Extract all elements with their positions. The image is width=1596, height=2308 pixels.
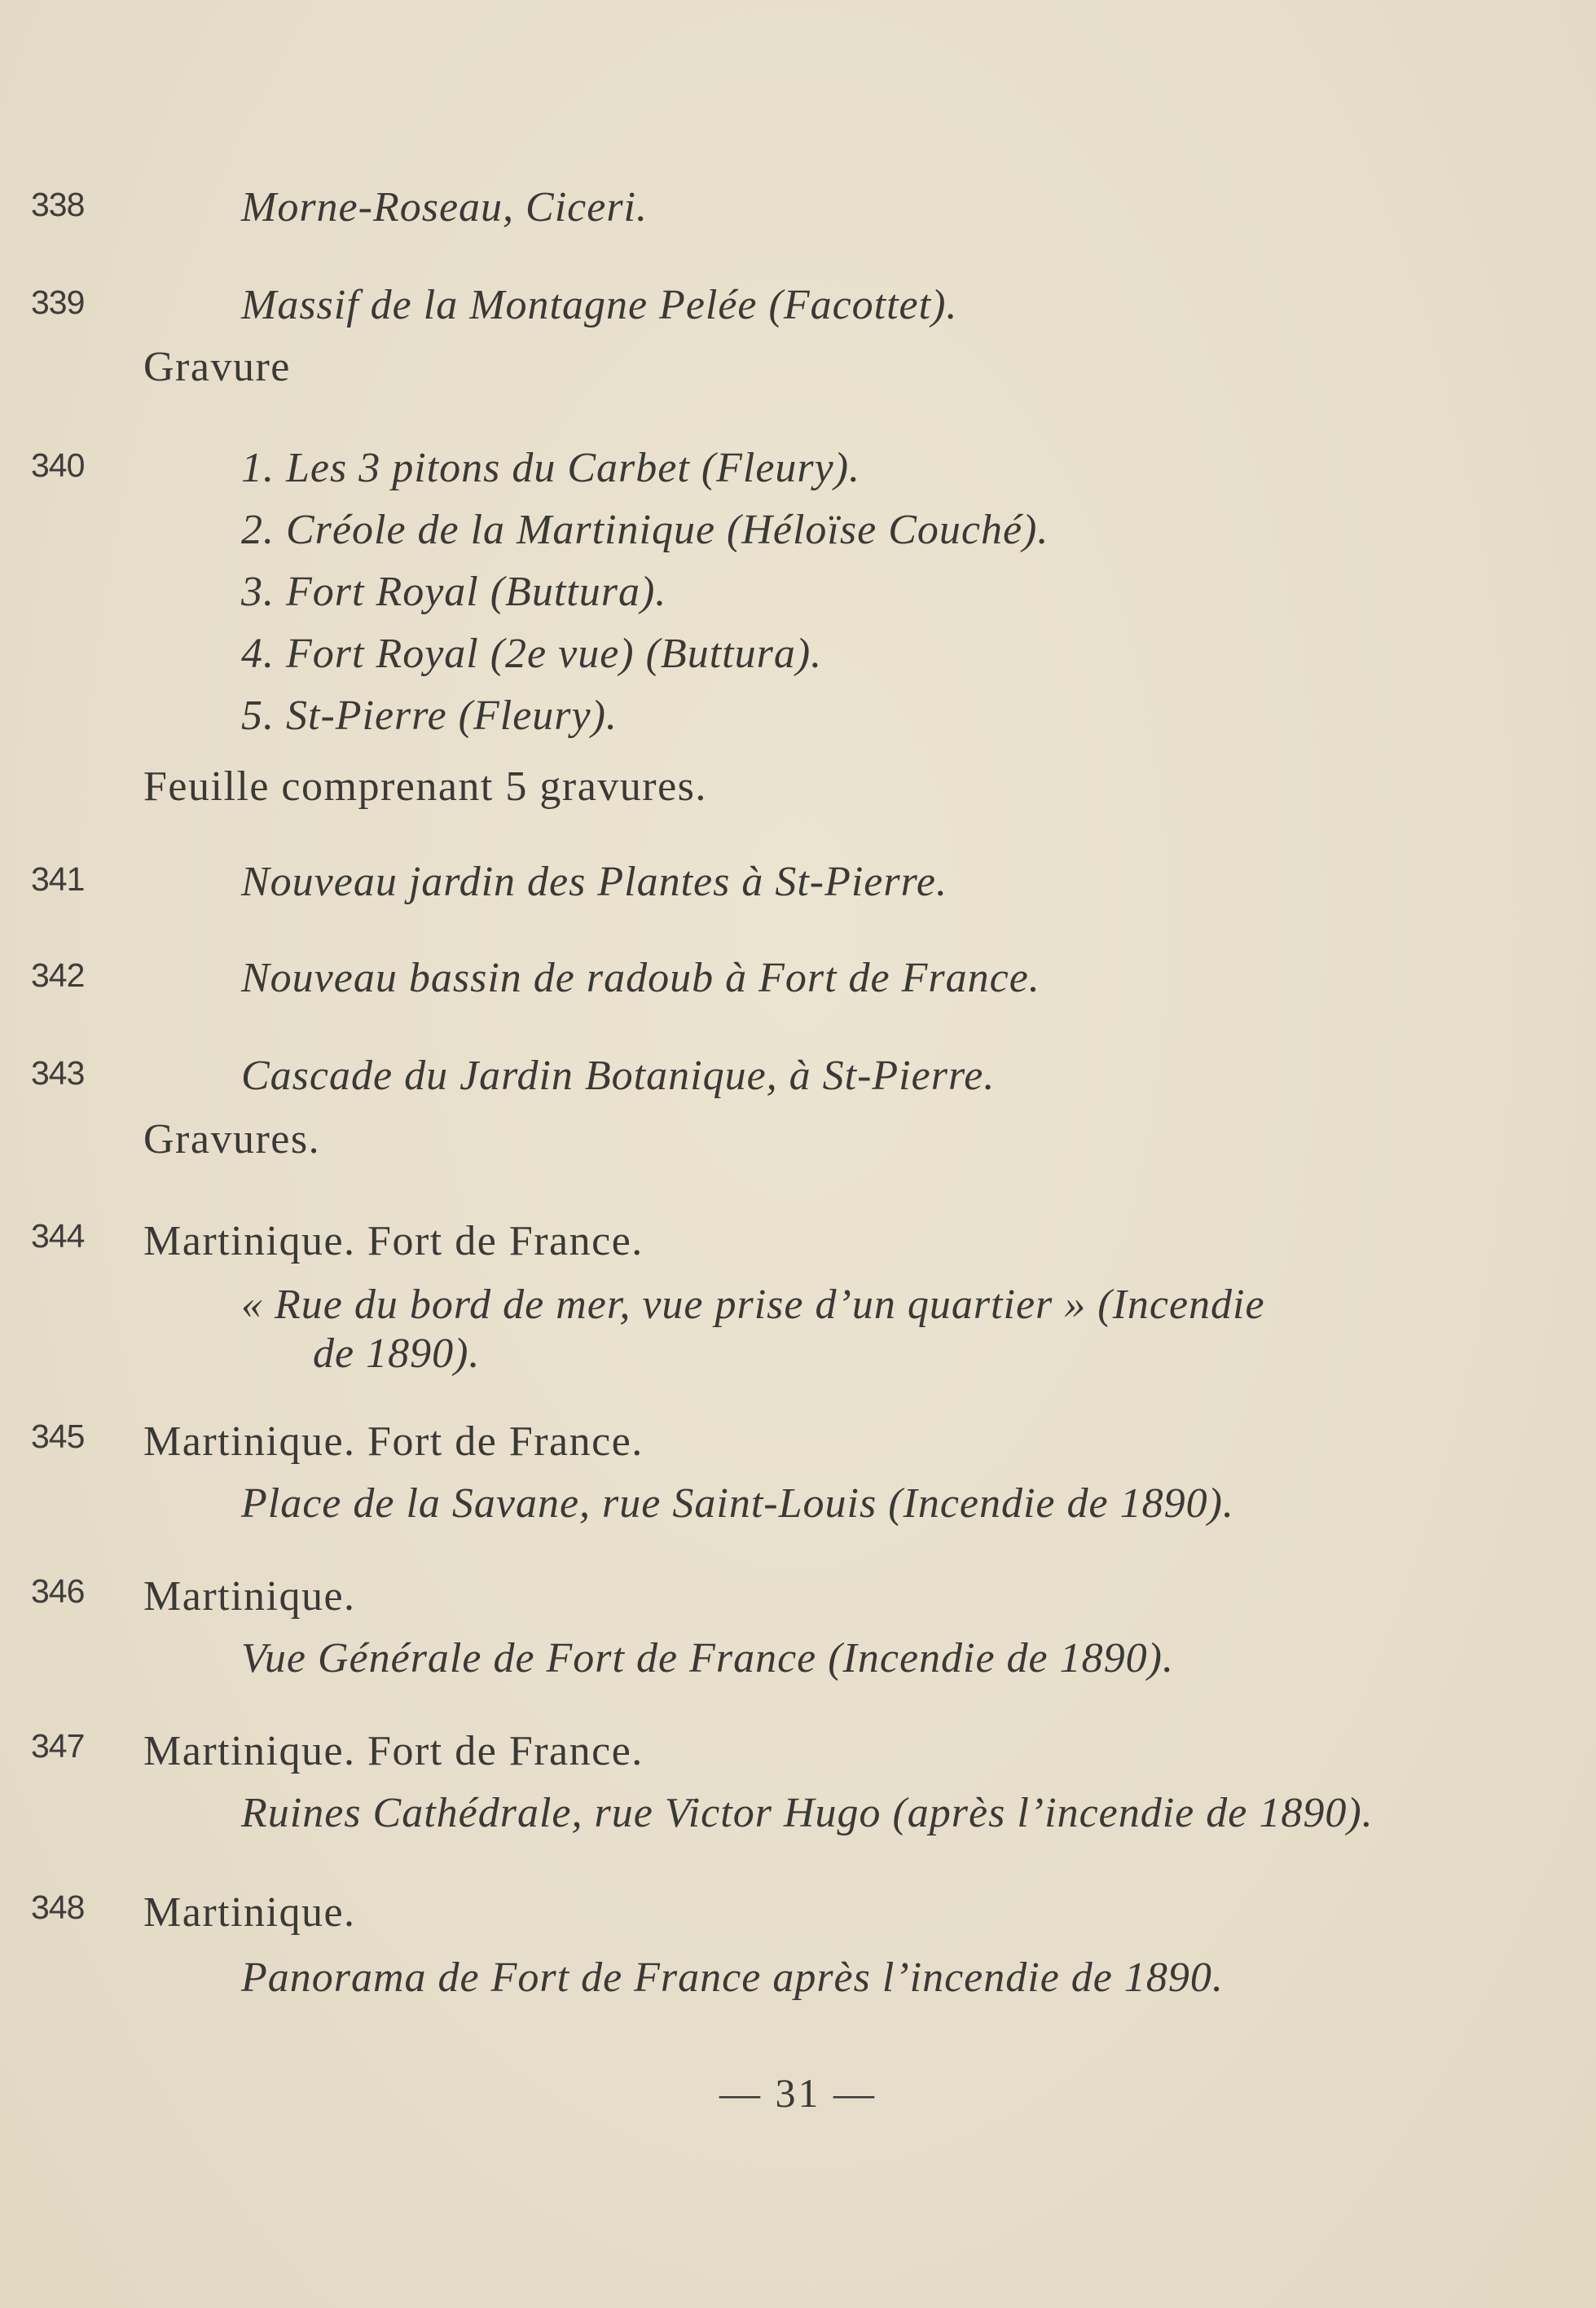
entry-subitem: 1. Les 3 pitons du Carbet (Fleury).: [241, 445, 861, 491]
entry-location: Martinique.: [143, 1573, 356, 1620]
entry-number: 345: [31, 1418, 85, 1455]
entry-number: 344: [31, 1217, 85, 1255]
entry-location: Martinique. Fort de France.: [143, 1728, 644, 1774]
entry-title: Panorama de Fort de France après l’incendie de 1890.: [241, 1954, 1224, 2001]
entry-title: Nouveau bassin de radoub à Fort de France.: [241, 955, 1040, 1001]
entry-number: 348: [31, 1888, 85, 1926]
entry-location: Martinique. Fort de France.: [143, 1218, 644, 1264]
page-number: — 31 —: [719, 2070, 877, 2116]
entry-number: 346: [31, 1572, 85, 1610]
entry-note: Gravures.: [143, 1116, 321, 1163]
entry-note: Feuille comprenant 5 gravures.: [143, 763, 707, 810]
entry-number: 340: [31, 446, 85, 484]
entry-subitem: 5. St-Pierre (Fleury).: [241, 692, 618, 739]
entry-number: 343: [31, 1054, 85, 1092]
entry-title: Place de la Savane, rue Saint-Louis (Incendie de 1890).: [241, 1480, 1234, 1527]
entry-subitem: 4. Fort Royal (2e vue) (Buttura).: [241, 631, 823, 677]
entry-title: « Rue du bord de mer, vue prise d’un quartier » (Incendie: [241, 1281, 1265, 1328]
entry-subitem: 2. Créole de la Martinique (Héloïse Couché).: [241, 507, 1049, 553]
entry-note: Gravure: [143, 344, 291, 390]
entry-title: Ruines Cathédrale, rue Victor Hugo (après l’incendie de 1890).: [241, 1790, 1374, 1836]
entry-subitem: 3. Fort Royal (Buttura).: [241, 569, 667, 615]
entry-location: Martinique. Fort de France.: [143, 1418, 644, 1465]
entry-title: Morne-Roseau, Ciceri.: [241, 184, 649, 231]
entry-number: 341: [31, 860, 85, 898]
entry-number: 339: [31, 284, 85, 321]
entry-number: 342: [31, 956, 85, 994]
entry-title: Nouveau jardin des Plantes à St-Pierre.: [241, 859, 948, 905]
entry-number: 338: [31, 186, 85, 223]
entry-title-continued: de 1890).: [313, 1330, 481, 1377]
entry-title: Vue Générale de Fort de France (Incendie de 1890).: [241, 1635, 1174, 1682]
entry-location: Martinique.: [143, 1889, 356, 1936]
entry-title: Massif de la Montagne Pelée (Facottet).: [241, 282, 958, 328]
entry-number: 347: [31, 1727, 85, 1765]
entry-title: Cascade du Jardin Botanique, à St-Pierre.: [241, 1053, 996, 1099]
